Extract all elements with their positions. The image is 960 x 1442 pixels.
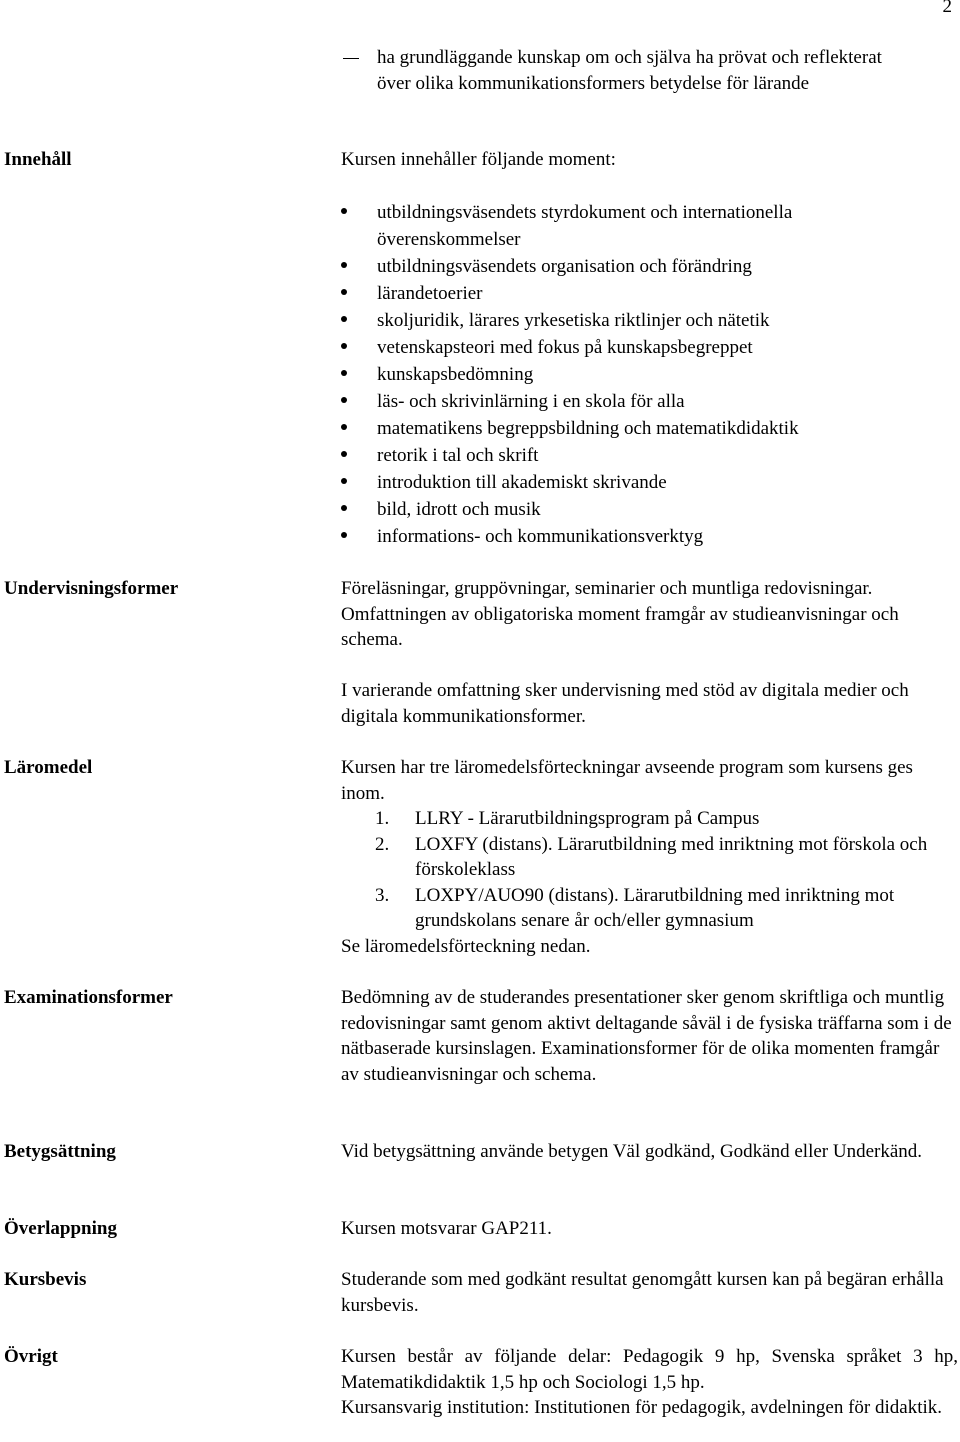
bullet-icon [341, 397, 347, 403]
section-label-examinationsformer: Examinationsformer [4, 987, 173, 1008]
bullet-icon [341, 343, 347, 349]
list-item-text: matematikens begreppsbildning och matematikdidaktik [377, 418, 799, 439]
bullet-icon [341, 208, 347, 214]
section-label-ovrigt: Övrigt [4, 1346, 58, 1367]
overlappning-text: Kursen motsvarar GAP211. [341, 1218, 552, 1239]
section-label-overlappning: Överlappning [4, 1218, 117, 1239]
list-item [341, 469, 921, 496]
betygsattning-text: Vid betygsättning använde betygen Väl godkänd, Godkänd eller Underkänd. [341, 1141, 923, 1162]
item-text: LOXPY/AUO90 (distans). Lärarutbildning med inriktning mot grundskolans senare år och/eller gymnasium [415, 884, 895, 931]
numbered-item [341, 806, 958, 832]
bullet-icon [341, 262, 347, 268]
numbered-item [341, 883, 958, 934]
list-item [341, 307, 921, 334]
ovrigt-text-2: Kursansvarig institution: Institutionen för pedagogik, avdelningen för didaktik. [341, 1397, 943, 1418]
dash-marker [343, 58, 359, 59]
innehall-list [341, 199, 921, 550]
list-item-text: utbildningsväsendets organisation och förändring [377, 256, 752, 277]
list-item [341, 442, 921, 469]
list-item-text: skoljuridik, lärares yrkesetiska riktlinjer och nätetik [377, 310, 770, 331]
list-item [341, 199, 921, 253]
list-item [341, 280, 921, 307]
bullet-icon [341, 478, 347, 484]
section-label-undervisningsformer: Undervisningsformer [4, 578, 179, 599]
list-item [341, 361, 921, 388]
list-item [341, 253, 921, 280]
list-item-text: lärandetoerier [377, 283, 483, 304]
list-item-text: retorik i tal och skrift [377, 445, 539, 466]
section-label-betygsattning: Betygsättning [4, 1141, 116, 1162]
bullet-icon [341, 505, 347, 511]
list-item [341, 496, 921, 523]
list-item [341, 334, 921, 361]
laromedel-list [341, 806, 958, 934]
bullet-icon [341, 370, 347, 376]
list-item-text: introduktion till akademiskt skrivande [377, 472, 667, 493]
bullet-icon [341, 316, 347, 322]
item-text: LLRY - Lärarutbildningsprogram på Campus [415, 808, 760, 829]
section-label-innehall: Innehåll [4, 149, 72, 170]
laromedel-intro: Kursen har tre läromedelsförteckningar avseende program som kursens ges inom. [341, 757, 913, 804]
ovrigt-text-1: Kursen består av följande delar: Pedagogik 9 hp, Svenska språket 3 hp, Matematikdidaktik 1,5 hp och Sociologi 1,5 hp. [341, 1346, 958, 1393]
bullet-icon [341, 532, 347, 538]
item-number: 2. [375, 833, 390, 855]
intro-dash-item: ha grundläggande kunskap om och själva ha prövat och reflekterat över olika kommunikationsformers betydelse för lärande [377, 47, 882, 94]
bullet-icon [341, 289, 347, 295]
section-label-laromedel: Läromedel [4, 757, 93, 778]
list-item [341, 523, 921, 550]
list-item-text: kunskapsbedömning [377, 364, 534, 385]
item-number: 3. [375, 884, 390, 906]
bullet-icon [341, 451, 347, 457]
section-label-kursbevis: Kursbevis [4, 1269, 87, 1290]
undervisningsformer-text-1: Föreläsningar, gruppövningar, seminarier och muntliga redovisningar. Omfattningen av obligatoriska moment framgår av studieanvisningar och schema. [341, 578, 899, 650]
bullet-icon [341, 424, 347, 430]
list-item [341, 415, 921, 442]
item-text: LOXFY (distans). Lärarutbildning med inriktning mot förskola och förskoleklass [415, 833, 928, 880]
innehall-intro: Kursen innehåller följande moment: [341, 149, 616, 170]
undervisningsformer-text-2: I varierande omfattning sker undervisning med stöd av digitala medier och digitala kommunikationsformer. [341, 680, 909, 727]
list-item-text: vetenskapsteori med fokus på kunskapsbegreppet [377, 337, 753, 358]
list-item-text: informations- och kommunikationsverktyg [377, 526, 704, 547]
list-item-text: bild, idrott och musik [377, 499, 541, 520]
list-item-text: utbildningsväsendets styrdokument och internationella överenskommelser [377, 202, 793, 250]
kursbevis-text: Studerande som med godkänt resultat genomgått kursen kan på begäran erhålla kursbevis. [341, 1269, 944, 1316]
examinationsformer-text: Bedömning av de studerandes presentationer sker genom skriftliga och muntlig redovisningar samt genom aktivt deltagande såväl i de fysiska träffarna som i de nätbaserade kursinslagen. Examinationsformer för de olika momenten framgår av studieanvisningar och schema. [341, 987, 952, 1085]
numbered-item [341, 832, 958, 883]
laromedel-outro: Se läromedelsförteckning nedan. [341, 935, 591, 957]
list-item [341, 388, 921, 415]
page-number: 2 [942, 0, 952, 17]
item-number: 1. [375, 808, 390, 829]
list-item-text: läs- och skrivinlärning i en skola för alla [377, 391, 685, 412]
